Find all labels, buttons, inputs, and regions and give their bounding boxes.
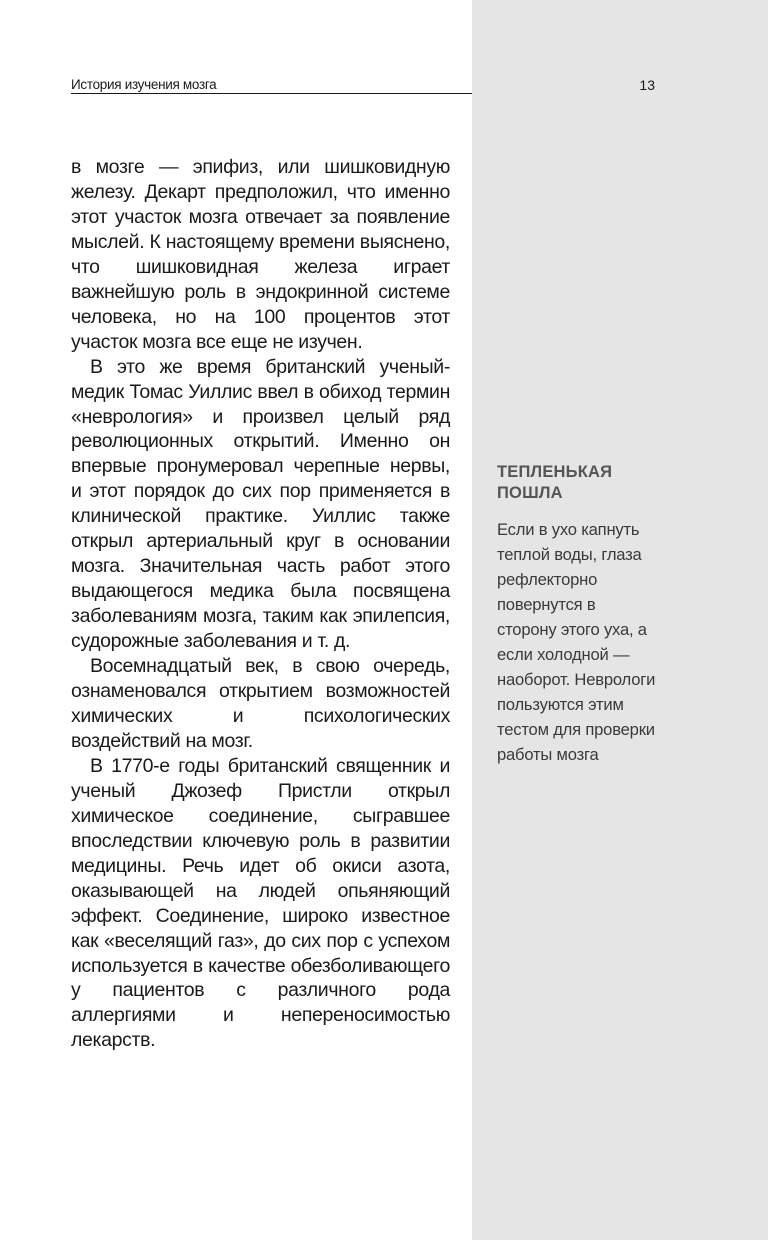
main-text-column: [71, 155, 450, 1053]
paragraph: Восемнадцатый век, в свою очередь, ознаменовался открытием возможностей химических и психологических воздействий на мозг.: [71, 655, 450, 752]
paragraph: В 1770-е годы британский священник и ученый Джозеф Пристли открыл химическое соединение, сыгравшее впоследствии ключевую роль в развитии медицины. Речь идет об окиси азота, оказывающей на людей опьяняющий эффект. Соединение, широко известное как «веселящий газ», до сих пор с успехом используется в качестве обезболивающего у пациентов с различного рода аллергиями и непереносимостью лекарств.: [71, 754, 450, 1052]
sidebar-title: ТЕПЛЕНЬКАЯ ПОШЛА: [497, 463, 613, 502]
paragraph: В это же время британский ученый-медик Томас Уиллис ввел в обиход термин «неврология» и произвел целый ряд революционных открытий. Именно он впервые пронумеровал черепные нервы, и этот порядок до сих пор применяется в клинической практике. Уиллис также открыл артериальный круг в основании мозга. Значительная часть работ этого выдающегося медика была посвящена заболеваниям мозга, таким как эпилепсия, судорожные заболевания и т. д.: [71, 355, 450, 653]
running-head-title: История изучения мозга: [71, 77, 217, 92]
running-head: [71, 77, 656, 97]
running-head-rule: [71, 93, 472, 94]
paragraph: в мозге — эпифиз, или шишковидную железу. Декарт предположил, что именно этот участок мозга отвечает за появление мыслей. К настоящему времени выяснено, что шишковидная железа играет важнейшую роль в эндокринной системе человека, но на 100 процентов этот участок мозга все еще не изучен.: [71, 156, 450, 353]
page-number: 13: [639, 77, 655, 93]
sidebar-note: [497, 462, 657, 767]
sidebar-text: Если в ухо капнуть теплой воды, глаза рефлекторно повернутся в сторону этого уха, а если холодной — наоборот. Неврологи пользуются этим тестом для проверки работы мозга: [497, 520, 656, 764]
